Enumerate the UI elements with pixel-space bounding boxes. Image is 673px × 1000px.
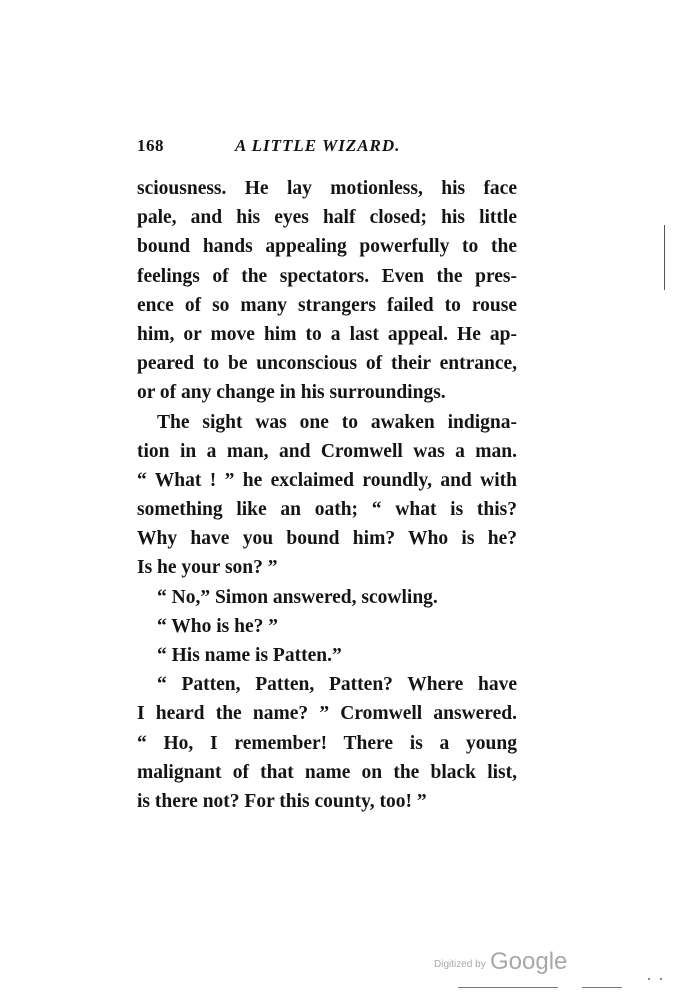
text-line: “ Who is he? ” (157, 615, 278, 637)
scan-line (458, 987, 558, 988)
digitized-by-label: Digitized by (434, 959, 486, 970)
text-line: “ Patten, Patten, Patten? Where have (157, 674, 517, 696)
text-line: Why have you bound him? Who is he? (137, 528, 517, 550)
text-line: something like an oath; “ what is this? (137, 499, 517, 521)
google-watermark (434, 948, 574, 978)
text-line: “ What ! ” he exclaimed roundly, and with (137, 469, 517, 491)
scan-dot (648, 978, 650, 980)
text-line: sciousness. He lay motionless, his face (137, 178, 517, 199)
google-logo: Google (490, 948, 568, 975)
text-line: malignant of that name on the black list, (137, 761, 517, 783)
scan-line (582, 987, 622, 988)
text-line: tion in a man, and Cromwell was a man. (137, 440, 517, 462)
text-line: ence of so many strangers failed to rouse (137, 294, 517, 316)
text-line: him, or move him to a last appeal. He ap- (137, 323, 517, 345)
page-header (137, 136, 517, 160)
text-line: bound hands appealing powerfully to the (137, 236, 517, 258)
page-number: 168 (137, 136, 164, 155)
text-line: feelings of the spectators. Even the pres- (137, 265, 517, 287)
text-line: pale, and his eyes half closed; his little (137, 207, 517, 229)
scan-edge-mark (664, 225, 665, 290)
text-line: is there not? For this county, too! ” (137, 790, 427, 812)
text-line: peared to be unconscious of their entrance, (137, 353, 517, 375)
text-line: “ No,” Simon answered, scowling. (157, 586, 438, 608)
text-line: The sight was one to awaken indigna- (157, 411, 517, 433)
text-line: or of any change in his surroundings. (137, 382, 446, 404)
text-line: “ His name is Patten.” (157, 645, 342, 666)
text-line: Is he your son? ” (137, 557, 278, 579)
text-line: “ Ho, I remember! There is a young (137, 732, 517, 754)
running-title: A LITTLE WIZARD. (235, 136, 401, 155)
body-text (137, 174, 517, 816)
scan-dot (660, 978, 662, 980)
text-line: I heard the name? ” Cromwell answered. (137, 703, 517, 725)
